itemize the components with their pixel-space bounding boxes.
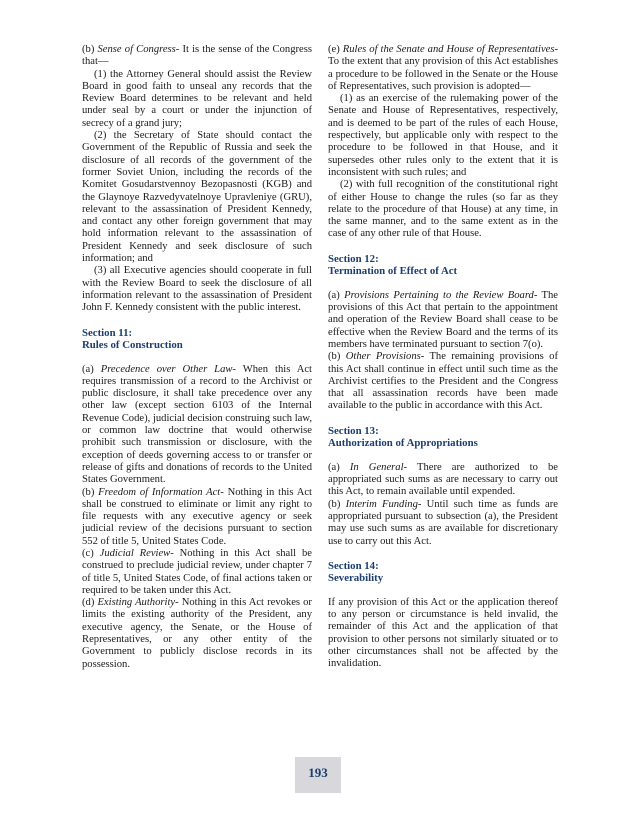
paragraph-sense-of-congress: (b) Sense of Congress- It is the sense of the Congress that— bbox=[82, 44, 312, 68]
subsection-heading: Rules of the Senate and House of Representatives- bbox=[342, 44, 559, 55]
subsection-heading: Judicial Review- bbox=[99, 547, 174, 559]
left-column bbox=[82, 44, 312, 671]
section-number: Section 13: bbox=[328, 424, 379, 437]
subsection-heading: Provisions Pertaining to the Review Board- bbox=[344, 289, 538, 301]
paragraph-review-board-provisions: (a) Provisions Pertaining to the Review Board- The provisions of this Act that pertain to the appointment and operation of the Review Board shall cease to be effective when the Review Board and the terms of its members have terminated pursuant to section 7(o). bbox=[328, 289, 559, 350]
subsection-heading: Other Provisions- bbox=[345, 351, 425, 363]
paragraph-severability: If any provision of this Act or the application thereof to any person or circumstance is held invalid, the remainder of this Act and the application of that provision to other persons not similarly situated or to other circumstances shall not be affected by the invalidation. bbox=[328, 596, 558, 670]
page-number: 193 bbox=[308, 765, 328, 780]
paragraph-rules-senate-house: (e) Rules of the Senate and House of Representatives- To the extent that any provision of this Act establishes a procedure to be followed in the Senate or the House of Representatives, such provision is adopted— bbox=[328, 44, 559, 92]
paragraph-item-1: (1) the Attorney General should assist the Review Board in good faith to unseal any records that the Review Board determines to be relevant and held under seal by a court or under the injunction of secrecy of a grand jury; bbox=[82, 68, 312, 129]
paragraph-item-1: (1) as an exercise of the rulemaking power of the Senate and House of Representatives, respectively, and is deemed to be part of the rules of each House, respectively, but applicable only with respect to the procedure to be followed in that House, and it supersedes other rules only to the extent that it is inconsistent with such rules; and bbox=[328, 93, 558, 178]
section-title: Authorization of Appropriations bbox=[328, 437, 478, 450]
section-13-heading bbox=[328, 425, 558, 450]
section-number: Section 11: bbox=[82, 326, 133, 339]
section-14-heading bbox=[328, 560, 558, 585]
paragraph-other-provisions: (b) Other Provisions- The remaining provisions of this Act shall continue in effect until such time as the Archivist certifies to the President and the Congress that all assassination records have been made available to the public in accordance with this Act. bbox=[328, 351, 558, 412]
paragraph-item-2: (2) with full recognition of the constitutional right of either House to change the rules (so far as they relate to the procedure of that House) at any time, in the same manner, and to the same extent as in the case of any other rule of that House. bbox=[328, 179, 558, 240]
paragraph-foia: (b) Freedom of Information Act- Nothing in this Act shall be construed to eliminate or limit any right to file requests with any executive agency or seek judicial review of the decisions pursuant to section 552 of title 5, United States Code. bbox=[82, 486, 312, 547]
section-number: Section 12: bbox=[328, 252, 379, 265]
subsection-heading: Freedom of Information Act- bbox=[98, 486, 224, 498]
section-11-heading bbox=[82, 327, 312, 352]
section-12-heading bbox=[328, 253, 558, 278]
subsection-heading: Interim Funding- bbox=[345, 498, 422, 510]
paragraph-item-3: (3) all Executive agencies should cooperate in full with the Review Board to seek the disclosure of all information relevant to the assassination of President John F. Kennedy consistent with the public interest. bbox=[82, 265, 312, 314]
section-number: Section 14: bbox=[328, 559, 379, 572]
subsection-heading: Precedence over Other Law- bbox=[100, 363, 236, 375]
subsection-heading: In General- bbox=[349, 461, 408, 473]
paragraph-existing-authority: (d) Existing Authority- Nothing in this Act revokes or limits the existing authority of the President, any executive agency, the Senate, or the House of Representatives, or any other entity of the Government to publicly disclose records in its possession. bbox=[82, 597, 312, 670]
section-title: Rules of Construction bbox=[82, 339, 183, 352]
paragraph-judicial-review: (c) Judicial Review- Nothing in this Act shall be construed to preclude judicial review, under chapter 7 of title 5, United States Code, of final actions taken or required to be taken under this Act. bbox=[82, 547, 313, 596]
section-title: Severability bbox=[328, 572, 384, 585]
subsection-heading: Existing Authority- bbox=[97, 597, 179, 609]
paragraph-interim-funding: (b) Interim Funding- Until such time as funds are appropriated pursuant to subsection (a), the President may use such sums as are available for discretionary use to carry out this Act. bbox=[328, 498, 558, 547]
paragraph-item-2: (2) the Secretary of State should contact the Government of the Republic of Russia and seek the disclosure of all records of the government of the former Soviet Union, including the records of the Komitet Gosudarstvennoy Bezopasnosti (KGB) and the Glaynoye Razvedyvatelnoye Upravleniye (GRU), relevant to the assassination of President Kennedy, and contact any other foreign government that may hold information relevant to the assassination of President Kennedy and seek disclosure of such information; and bbox=[82, 130, 312, 265]
section-title: Termination of Effect of Act bbox=[328, 265, 458, 278]
paragraph-in-general: (a) In General- There are authorized to be appropriated such sums as are necessary to carry out this Act, to remain available until expended. bbox=[328, 461, 559, 498]
right-column bbox=[328, 44, 558, 671]
subsection-heading: Sense of Congress- bbox=[97, 44, 180, 55]
paragraph-precedence: (a) Precedence over Other Law- When this Act requires transmission of a record to the Archivist or public disclosure, it shall take precedence over any other law (except section 6103 of the Internal Revenue Code), judicial decision construing such law, or common law doctrine that would otherwise prohibit such transmission or disclosure, with the exception of deeds governing access to or transfer or release of gifts and donations of records to the United States Government. bbox=[82, 363, 312, 486]
